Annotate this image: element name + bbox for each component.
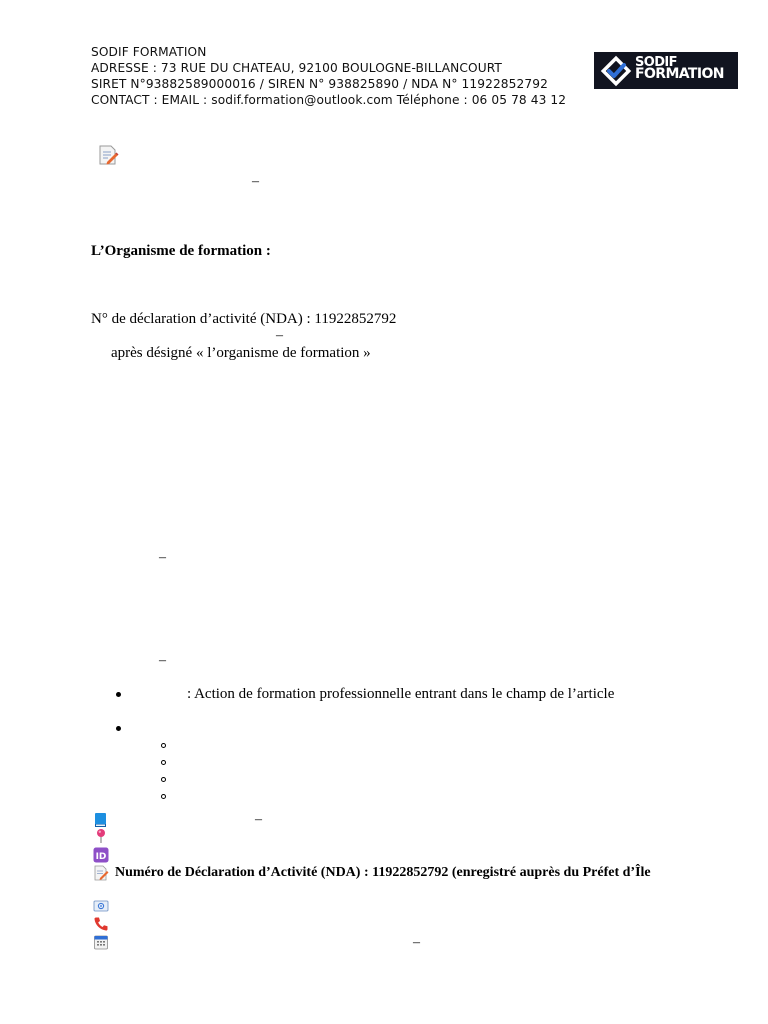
company-contact: CONTACT : EMAIL : sodif.formation@outlook.com Téléphone : 06 05 78 43 12	[91, 93, 567, 108]
dash-1: –	[252, 174, 259, 189]
sub-bullet	[161, 743, 166, 748]
memo-icon	[93, 865, 109, 881]
svg-text:ID: ID	[95, 852, 107, 862]
envelope-icon	[93, 898, 109, 914]
dash-4: –	[159, 653, 166, 668]
memo-icon	[97, 144, 119, 166]
sub-bullet	[161, 760, 166, 765]
company-header	[91, 44, 566, 108]
phone-icon	[93, 916, 109, 932]
nda-bold-text: Numéro de Déclaration d’Activité (NDA) : 11922852792 (enregistré auprès du Préfet d’Île	[115, 865, 651, 880]
pushpin-icon	[93, 828, 109, 844]
book-icon	[93, 812, 109, 828]
bullet-text-action: : Action de formation professionnelle entrant dans le champ de l’article	[187, 686, 615, 702]
sodif-logo	[594, 52, 738, 89]
dash-6: –	[413, 935, 420, 950]
logo-text-sodif: SODIF	[635, 55, 677, 70]
id-icon	[93, 847, 109, 863]
bullet	[116, 692, 121, 697]
org-heading: L’Organisme de formation :	[91, 243, 271, 259]
company-address: ADRESSE : 73 RUE DU CHATEAU, 92100 BOULOGNE-BILLANCOURT	[91, 61, 502, 76]
sub-bullet	[161, 777, 166, 782]
designated-text: après désigné « l’organisme de formation »	[111, 345, 371, 361]
dash-3: –	[159, 550, 166, 565]
logo-diamond-icon	[600, 55, 632, 87]
dash-5: –	[255, 812, 262, 827]
nda-declaration: N° de déclaration d’activité (NDA) : 11922852792	[91, 311, 397, 327]
logo-text-formation: FORMATION	[635, 66, 724, 82]
calendar-icon	[93, 934, 109, 950]
company-registration: SIRET N°93882589000016 / SIREN N° 938825890 / NDA N° 11922852792	[91, 77, 548, 92]
bullet	[116, 726, 121, 731]
company-name: SODIF FORMATION	[91, 45, 207, 59]
sub-bullet	[161, 794, 166, 799]
dash-2: –	[276, 328, 283, 343]
